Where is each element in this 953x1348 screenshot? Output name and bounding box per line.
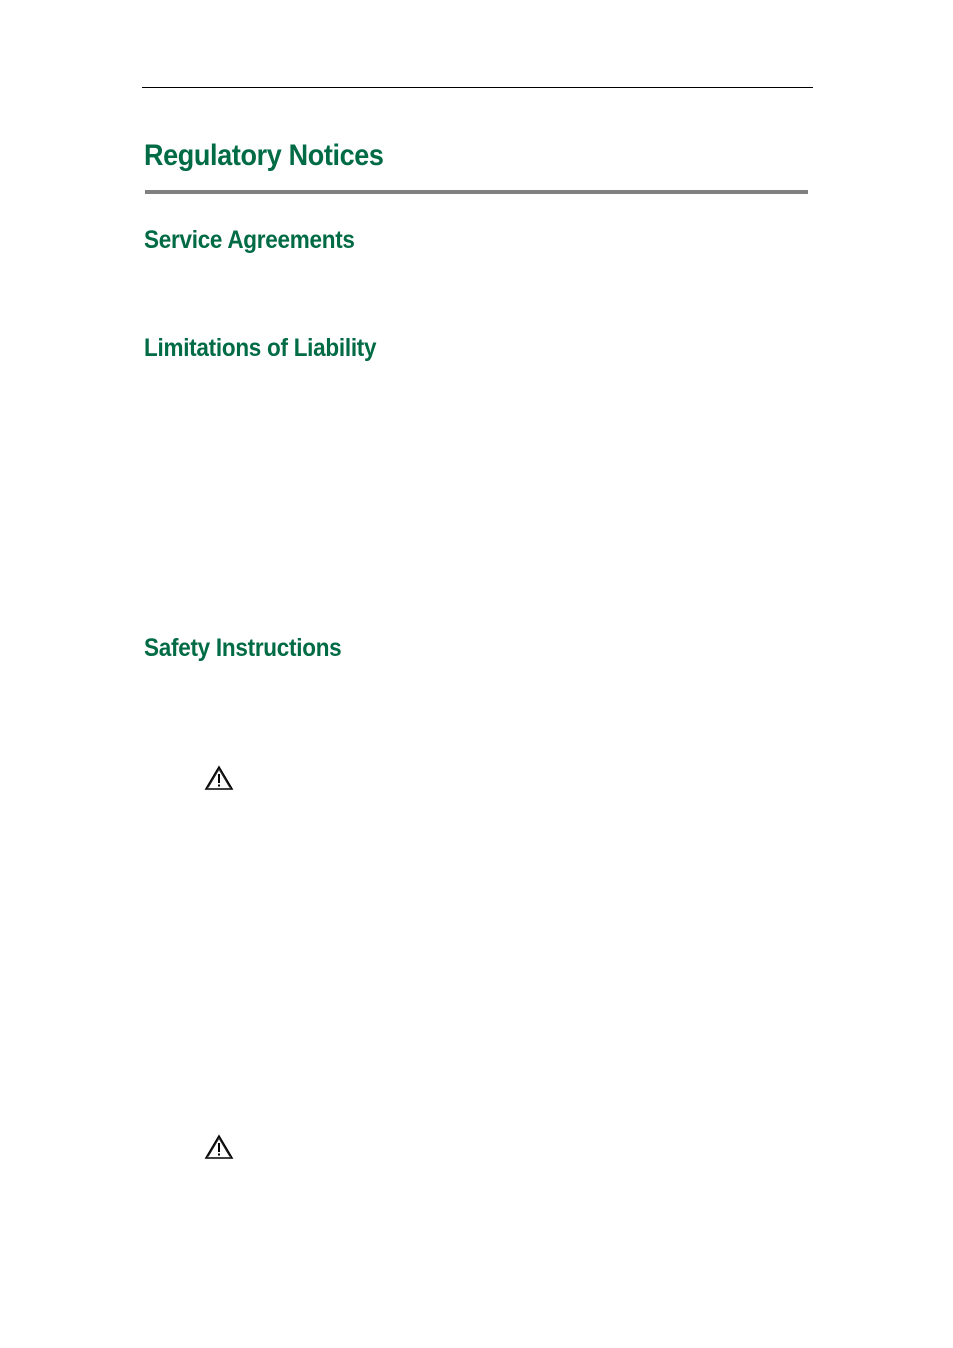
section-heading-limitations-of-liability: Limitations of Liability — [144, 334, 377, 362]
title-divider — [145, 190, 808, 194]
warning-triangle-icon — [204, 1134, 234, 1160]
page-title: Regulatory Notices — [144, 139, 384, 172]
section-heading-safety-instructions: Safety Instructions — [144, 634, 342, 662]
warning-triangle-icon — [204, 765, 234, 791]
header-rule — [142, 87, 813, 88]
section-heading-service-agreements: Service Agreements — [144, 226, 355, 254]
